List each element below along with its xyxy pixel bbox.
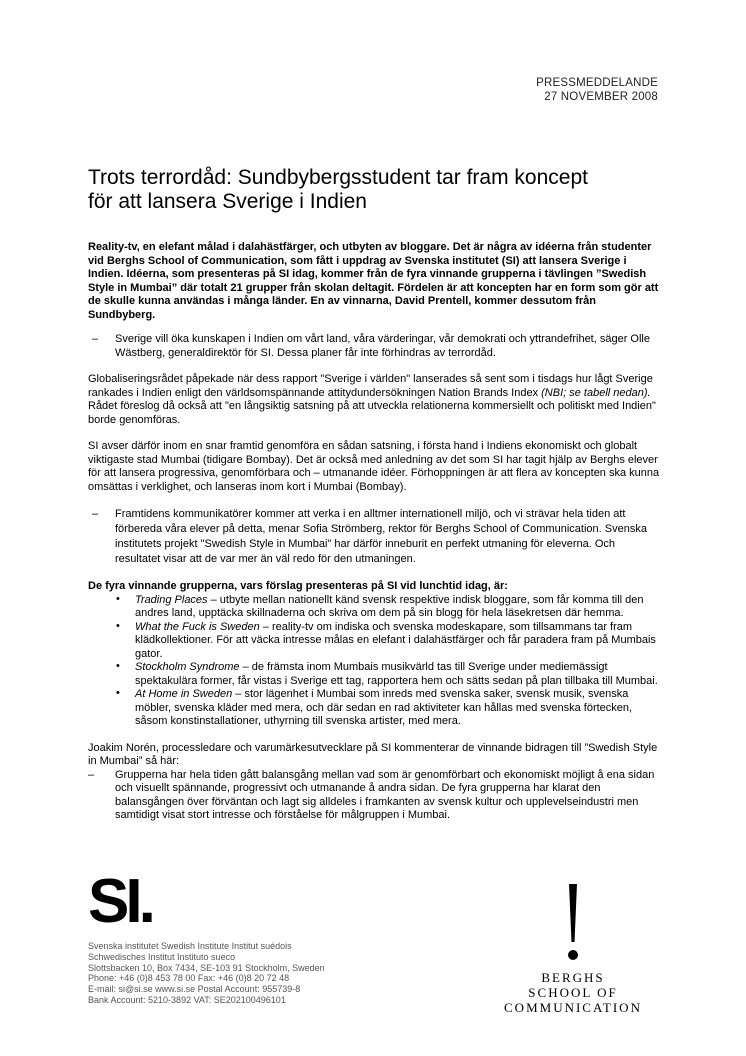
- paragraph-noren: Joakim Norén, processledare och varumärkesutvecklare på SI kommenterar de vinnande bidragen till ”Swedish Style in Mumbai” så här:: [88, 741, 658, 767]
- quote-text: Grupperna har hela tiden gått balansgång mellan vad som är genomförbart och ekonomiskt möjligt å ena sidan och visuellt spännande, progressivt och utmanande å andra sidan. De fyra grupperna har klarat den balansgången över förväntan och lagt sig alldeles i framkanten av svensk kultur och upplevelseindustri men samtidigt visat stort intresse och förståelse för målgruppen i Mumbai.: [115, 768, 655, 821]
- quote-stromberg: [88, 507, 660, 567]
- berghs-line-1: BERGHS: [541, 970, 605, 985]
- groups-heading: De fyra vinnande grupperna, vars förslag presenteras på SI vid lunchtid idag, är:: [88, 580, 508, 592]
- bullet-icon: •: [116, 592, 120, 605]
- page-title: [88, 166, 668, 214]
- document-header: [536, 76, 658, 104]
- quote-wastberg: [88, 333, 660, 360]
- berghs-logo: [498, 884, 648, 1015]
- footer-address: [88, 941, 325, 1006]
- bullet-icon: •: [116, 660, 120, 672]
- list-item: [88, 661, 660, 688]
- dash-mark: –: [92, 333, 99, 345]
- group-name: What the Fuck is Sweden: [135, 620, 260, 633]
- dash-mark: –: [92, 508, 99, 520]
- berghs-line-2: SCHOOL OF: [528, 985, 618, 1000]
- group-description: – stor lägenhet i Mumbai som inreds med svenska saker, svensk musik, svenska möbler, svenska kläder med mera, och där sedan en rad aktiviteter kan hållas med svenska förtecken, såsom konstinstallationer, uthyrning till svenska artister, med mera.: [135, 688, 633, 727]
- footer-line: Phone: +46 (0)8 453 78 00 Fax: +46 (0)8 20 72 48: [88, 973, 290, 984]
- para2-text-after: Rådet föreslog då också att "en långsiktig satsning på att utveckla relationerna kommersiellt och politiskt med Indien" borde genomföras.: [88, 400, 656, 426]
- list-item: [88, 621, 660, 662]
- footer-line: E-mail: si@si.se www.si.se Postal Account: 955739-8: [88, 984, 301, 995]
- paragraph-si-plan: SI avser därför inom en snar framtid genomföra en sådan satsning, i första hand i Indiens ekonomiskt och globalt viktigaste stad Mumbai (tidigare Bombay). Det är också med anledning av det som SI har tagit hjälp av Berghs elever för att lansera progressiva, genomförbara och – utmanande idéer. Förhoppningen är att flera av koncepten ska kunna omsättas i verklighet, och lanseras inom kort i Mumbai (Bombay).: [88, 440, 660, 493]
- exclamation-icon: [563, 884, 583, 962]
- group-name: At Home in Sweden: [135, 688, 233, 700]
- group-description: – reality-tv om indiska och svenska modeskapare, som tillsammans tar fram klädkollektioner. För att väcka intresse målas en elefant i dalahästfärger och får paradera fram på Mumbais gator.: [135, 620, 656, 660]
- footer-line: Slottsbacken 10, Box 7434, SE-103 91 Stockholm, Sweden: [88, 962, 325, 973]
- footer-line: Schwedisches Institut Instituto sueco: [88, 951, 236, 962]
- paragraph-globalisation: [88, 373, 660, 427]
- title-line-1: Trots terrordåd: Sundbybergsstudent tar fram koncept: [88, 166, 588, 189]
- group-name: Stockholm Syndrome: [135, 661, 240, 673]
- si-logo-text: SI.: [88, 868, 152, 926]
- doc-type: PRESSMEDDELANDE: [536, 77, 658, 89]
- para2-text: Globaliseringsrådet påpekade när dess rapport "Sverige i världen" lanserades så sent som i tisdags hur lågt Sverige rankades i Indien enligt den världsomspännande attitydundersökningen Nation Brands Index: [88, 373, 653, 399]
- doc-date: 27 NOVEMBER 2008: [544, 91, 658, 103]
- dash-mark: –: [88, 768, 95, 781]
- quote-noren: [88, 769, 660, 823]
- quote-text: Framtidens kommunikatörer kommer att verka i en alltmer internationell miljö, och vi strävar hela tiden att förbereda våra elever på detta, menar Sofia Strömberg, rektor för Berghs School of Communication. Svenska institutets projekt "Swedish Style in Mumbai" har därför inneburit en perfekt utmaning för eleverna. Och resultatet visar att de var mer än väl redo för den utmaningen.: [115, 508, 647, 565]
- title-line-2: för att lansera Sverige i Indien: [88, 190, 367, 213]
- groups-list: [88, 594, 660, 729]
- quote-text: Sverige vill öka kunskapen i Indien om vårt land, våra värderingar, vår demokrati och yttrandefrihet, säger Olle Wästberg, generaldirektör för SI. Dessa planer får inte förhindras av terrordåd.: [115, 333, 650, 359]
- si-logo: [88, 868, 164, 926]
- list-item: [88, 594, 660, 621]
- para2-italic: (NBI; se tabell nedan).: [541, 386, 651, 399]
- berghs-line-3: COMMUNICATION: [504, 1000, 642, 1015]
- lead-paragraph: Reality-tv, en elefant målad i dalahästfärger, och utbyten av bloggare. Det är några av idéerna från studenter vid Berghs School of Communication, som fått i uppdrag av Svenska institutet (SI) att lansera Sverige i Indien. Idéerna, som presenteras på SI idag, kommer från de fyra vinnande grupperna i tävlingen ”Swedish Style in Mumbai” där totalt 21 grupper från skolan deltagit. Fördelen är att koncepten har en form som gör att de skulle kunna användas i många länder. En av vinnarna, David Prentell, kommer dessutom från Sundbyberg.: [88, 241, 659, 321]
- group-description: – utbyte mellan nationellt känd svensk respektive indisk bloggare, som får komma till den andres land, upptäcka skillnaderna och skriva om dem på sin blogg för hela läsekretsen där hemma.: [135, 593, 644, 619]
- group-description: – de främsta inom Mumbais musikvärld tas till Sverige under mediemässigt spektakulära former, får vistas i Sverige ett tag, rapportera hem och sätts sedan på plan tillbaka till Mumbai.: [135, 661, 658, 687]
- article-body: [88, 241, 660, 823]
- list-item: [88, 688, 660, 729]
- group-name: Trading Places: [135, 593, 208, 606]
- footer-line: Bank Account: 5210-3892 VAT: SE202100496101: [88, 994, 286, 1005]
- bullet-icon: •: [116, 619, 120, 632]
- footer-line: Svenska institutet Swedish Institute Institut suédois: [88, 941, 292, 951]
- bullet-icon: •: [116, 687, 120, 699]
